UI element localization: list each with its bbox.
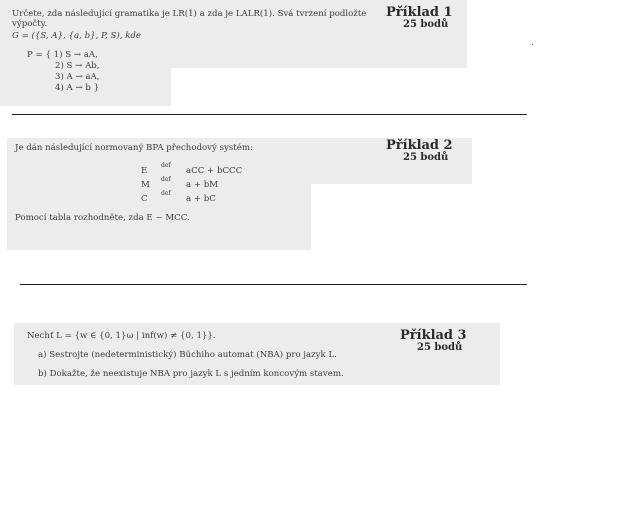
problem2-def-lhs-m: M (141, 180, 150, 190)
problem2-points: 25 bodů (403, 152, 449, 163)
problem2-def-rhs-c: a + bC (186, 194, 216, 204)
problem1-text-line2: výpočty. (12, 19, 48, 29)
problem2-def-rhs-m: a + bM (186, 180, 219, 190)
problem1-points: 25 bodů (403, 19, 449, 30)
divider-2 (20, 284, 527, 285)
divider-1 (12, 114, 527, 115)
problem2-def-lhs-e: E (141, 166, 148, 176)
problem2-def-symbol-e: def (161, 162, 171, 169)
problem3-points: 25 bodů (417, 342, 463, 353)
problem2-def-symbol-c: def (161, 190, 171, 197)
stray-dot (532, 44, 533, 45)
problem3-title: Příklad 3 (400, 328, 467, 343)
problem3-task-b: b) Dokažte, že neexistuje NBA pro jazyk L s jedním koncovým stavem. (38, 369, 344, 379)
problem1-grammar: G = ({S, A}, {a, b}, P, S), kde (12, 31, 142, 41)
problem1-text-line1: Určete, zda následující gramatika je LR(1) a zda je LALR(1). Svá tvrzení podložte (12, 9, 367, 19)
problem2-def-symbol-m: def (161, 176, 171, 183)
problem1-rule-1: P = { 1) S → aA, (27, 50, 98, 60)
problem1-rule-2: 2) S → Ab, (55, 61, 100, 71)
problem1-title: Příklad 1 (386, 5, 453, 20)
problem1-rule-4: 4) A → b } (55, 83, 100, 93)
problem2-intro: Je dán následující normovaný BPA přechodový systém: (15, 143, 253, 153)
problem2-def-lhs-c: C (141, 194, 148, 204)
problem2-question: Pomocí tabla rozhodněte, zda E ~ MCC. (15, 213, 190, 223)
problem2-title: Příklad 2 (386, 138, 453, 153)
problem2-def-rhs-e: aCC + bCCC (186, 166, 243, 176)
problem3-definition: Nechť L = {w ∈ {0, 1}ω | inf(w) ≠ {0, 1}}. (27, 331, 216, 341)
problem3-task-a: a) Sestrojte (nedeterministický) Büchiho automat (NBA) pro jazyk L. (38, 350, 337, 360)
problem1-rule-3: 3) A → aA, (55, 72, 100, 82)
